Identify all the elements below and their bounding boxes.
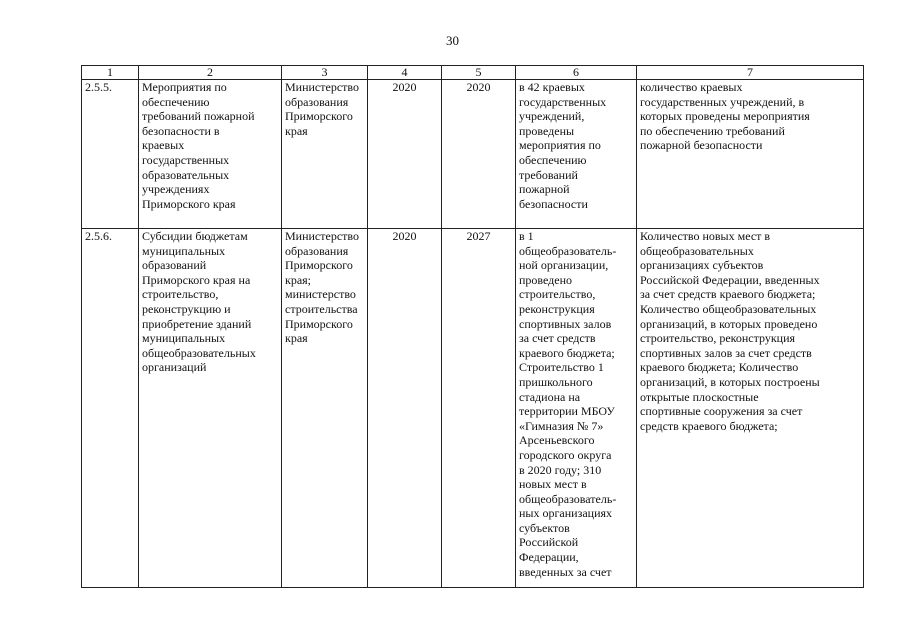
column-header: 4 — [368, 66, 442, 80]
column-header: 5 — [442, 66, 516, 80]
activity-cell: Субсидии бюджетам муниципальных образований Приморского края на строительство, реконструкцию и приобретение зданий муниципальных общеобразовательных организаций — [139, 229, 282, 588]
header-row — [82, 66, 864, 80]
column-header: 1 — [82, 66, 139, 80]
column-header: 7 — [637, 66, 864, 80]
executor-cell: Министерство образования Приморского края; министерство строительства Приморского края — [282, 229, 368, 588]
page-number: 30 — [446, 33, 459, 48]
measures-table — [81, 65, 864, 588]
result-cell: в 1 общеобразователь- ной организации, проведено строительство, реконструкция спортивных залов за счет средств краевого бюджета; Строительство 1 пришкольного стадиона на территории МБОУ «Гимназия № 7» Арсеньевского городского округа в 2020 году; 310 новых мест в общеобразователь- ных организациях субъектов Российской Федерации, введенных за счет — [516, 229, 637, 588]
table-row — [82, 229, 864, 588]
table-row — [82, 80, 864, 229]
column-header: 3 — [282, 66, 368, 80]
start-year-cell: 2020 — [368, 80, 442, 229]
end-year-cell: 2020 — [442, 80, 516, 229]
activity-cell: Мероприятия по обеспечению требований пожарной безопасности в краевых государственных образовательных учреждениях Приморского края — [139, 80, 282, 229]
column-header: 6 — [516, 66, 637, 80]
start-year-cell: 2020 — [368, 229, 442, 588]
row-code: 2.5.5. — [82, 80, 139, 229]
column-header: 2 — [139, 66, 282, 80]
result-cell: в 42 краевых государственных учреждений, проведены мероприятия по обеспечению требований пожарной безопасности — [516, 80, 637, 229]
executor-cell: Министерство образования Приморского края — [282, 80, 368, 229]
row-code: 2.5.6. — [82, 229, 139, 588]
indicator-cell: Количество новых мест в общеобразовательных организациях субъектов Российской Федерации, введенных за счет средств краевого бюджета; Количество общеобразовательных организаций, в которых проведено строительство, реконструкция спортивных залов за счет средств краевого бюджета; Количество организаций, в которых построены открытые плоскостные спортивные сооружения за счет средств краевого бюджета; — [637, 229, 864, 588]
end-year-cell: 2027 — [442, 229, 516, 588]
indicator-cell: количество краевых государственных учреждений, в которых проведены мероприятия по обеспечению требований пожарной безопасности — [637, 80, 864, 229]
